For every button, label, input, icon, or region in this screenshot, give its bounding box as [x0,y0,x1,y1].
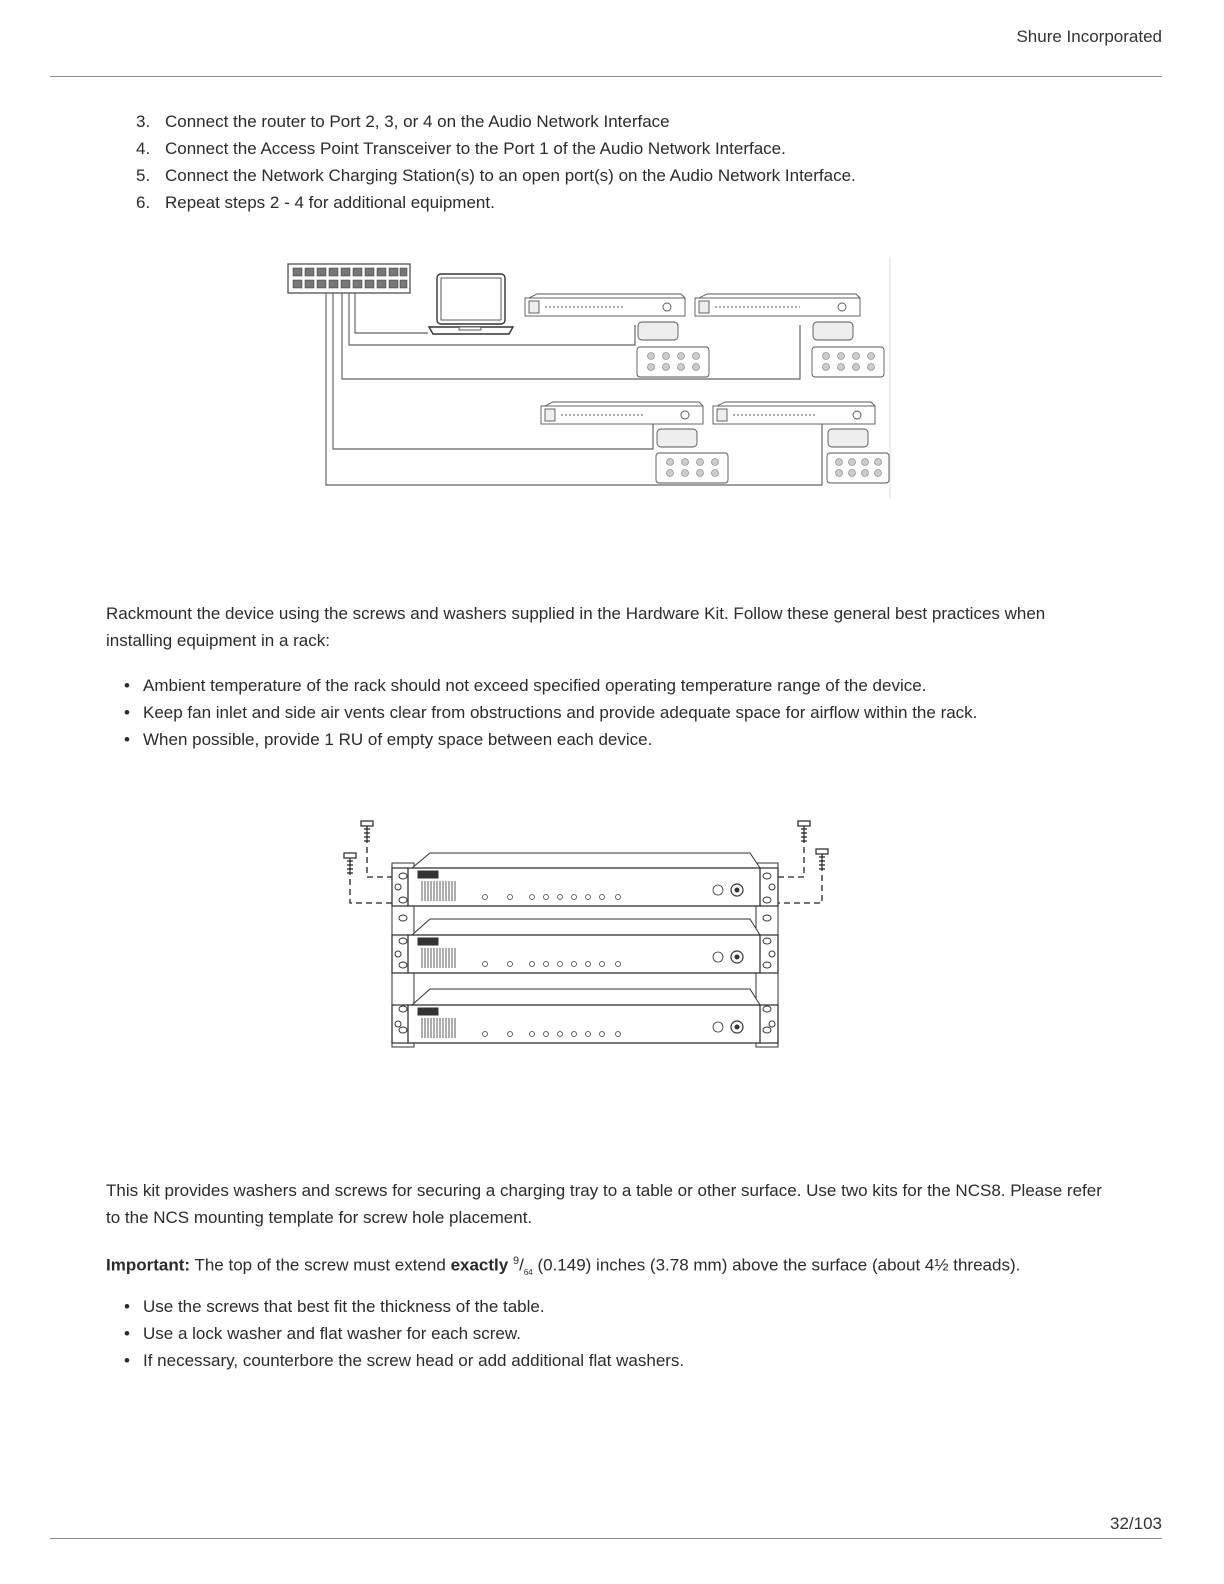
header-divider [50,76,1162,77]
step-number: 4. [136,139,151,158]
list-item [120,699,977,726]
bullet-text: Use the screws that best fit the thickness of the table. [143,1297,545,1316]
router-illustration [288,264,410,293]
audio-network-interface-unit [695,294,884,377]
network-diagram [285,255,895,500]
header-company: Shure Incorporated [1016,27,1162,46]
bullet-marker: • [124,1324,130,1343]
fraction-denominator: 64 [523,1268,533,1278]
step-number: 6. [136,193,151,212]
bullet-text: When possible, provide 1 RU of empty space between each device. [143,730,653,749]
list-item [120,672,977,699]
step-text: Connect the Network Charging Station(s) to an open port(s) on the Audio Network Interface. [165,166,856,185]
important-text-pre: The top of the screw must extend [194,1255,446,1275]
rack-mount-diagram [340,815,830,1055]
rack-unit [392,853,778,906]
rack-unit [392,919,778,973]
table-mount-instructions [120,1293,684,1374]
bullet-marker: • [124,730,130,749]
rackmount-best-practices [120,672,977,753]
bullet-text: Keep fan inlet and side air vents clear from obstructions and provide adequate space for airflow within the rack. [143,703,978,722]
page-number: 32/103 [1110,1514,1162,1533]
bullet-marker: • [124,1297,130,1316]
list-item [136,135,856,162]
bullet-text: Use a lock washer and flat washer for each screw. [143,1324,521,1343]
important-emphasis: exactly [450,1255,509,1275]
fraction-numerator: 9 [512,1255,520,1267]
list-item [136,189,856,216]
bullet-marker: • [124,676,130,695]
list-item [120,1320,684,1347]
audio-network-interface-unit [541,402,728,483]
important-note: Important: The top of the screw must extend exactly $^9/_{64}$ (0.149) inches (3.78 mm) above the surface (about 4½ threads). [106,1255,1021,1278]
step-text: Connect the Access Point Transceiver to the Port 1 of the Audio Network Interface. [165,139,786,158]
step-number: 3. [136,112,151,131]
footer-divider [50,1538,1162,1539]
audio-network-interface-unit [713,402,889,483]
laptop-illustration [429,274,513,334]
list-item [120,726,977,753]
list-item [136,108,856,135]
audio-network-interface-unit [525,294,709,377]
step-text: Connect the router to Port 2, 3, or 4 on the Audio Network Interface [165,112,670,131]
important-text-post: (0.149) inches (3.78 mm) above the surface (about 4½ threads). [537,1255,1021,1275]
important-label: Important: [106,1255,191,1275]
rackmount-intro: Rackmount the device using the screws and washers supplied in the Hardware Kit. Follow these general best practices when installing equipment in a rack: [106,604,1046,650]
connection-steps [136,108,856,216]
step-number: 5. [136,166,151,185]
list-item [136,162,856,189]
network-cables [326,293,822,485]
rack-unit [392,989,778,1043]
bullet-text: Ambient temperature of the rack should not exceed specified operating temperature range of the device. [143,676,927,695]
list-item [120,1347,684,1374]
bullet-marker: • [124,703,130,722]
bullet-text: If necessary, counterbore the screw head or add additional flat washers. [143,1351,685,1370]
step-text: Repeat steps 2 - 4 for additional equipment. [165,193,495,212]
table-mount-intro: This kit provides washers and screws for securing a charging tray to a table or other surface. Use two kits for the NCS8. Please refer to the NCS mounting template for screw hole placement. [106,1181,1102,1227]
list-item [120,1293,684,1320]
bullet-marker: • [124,1351,130,1370]
